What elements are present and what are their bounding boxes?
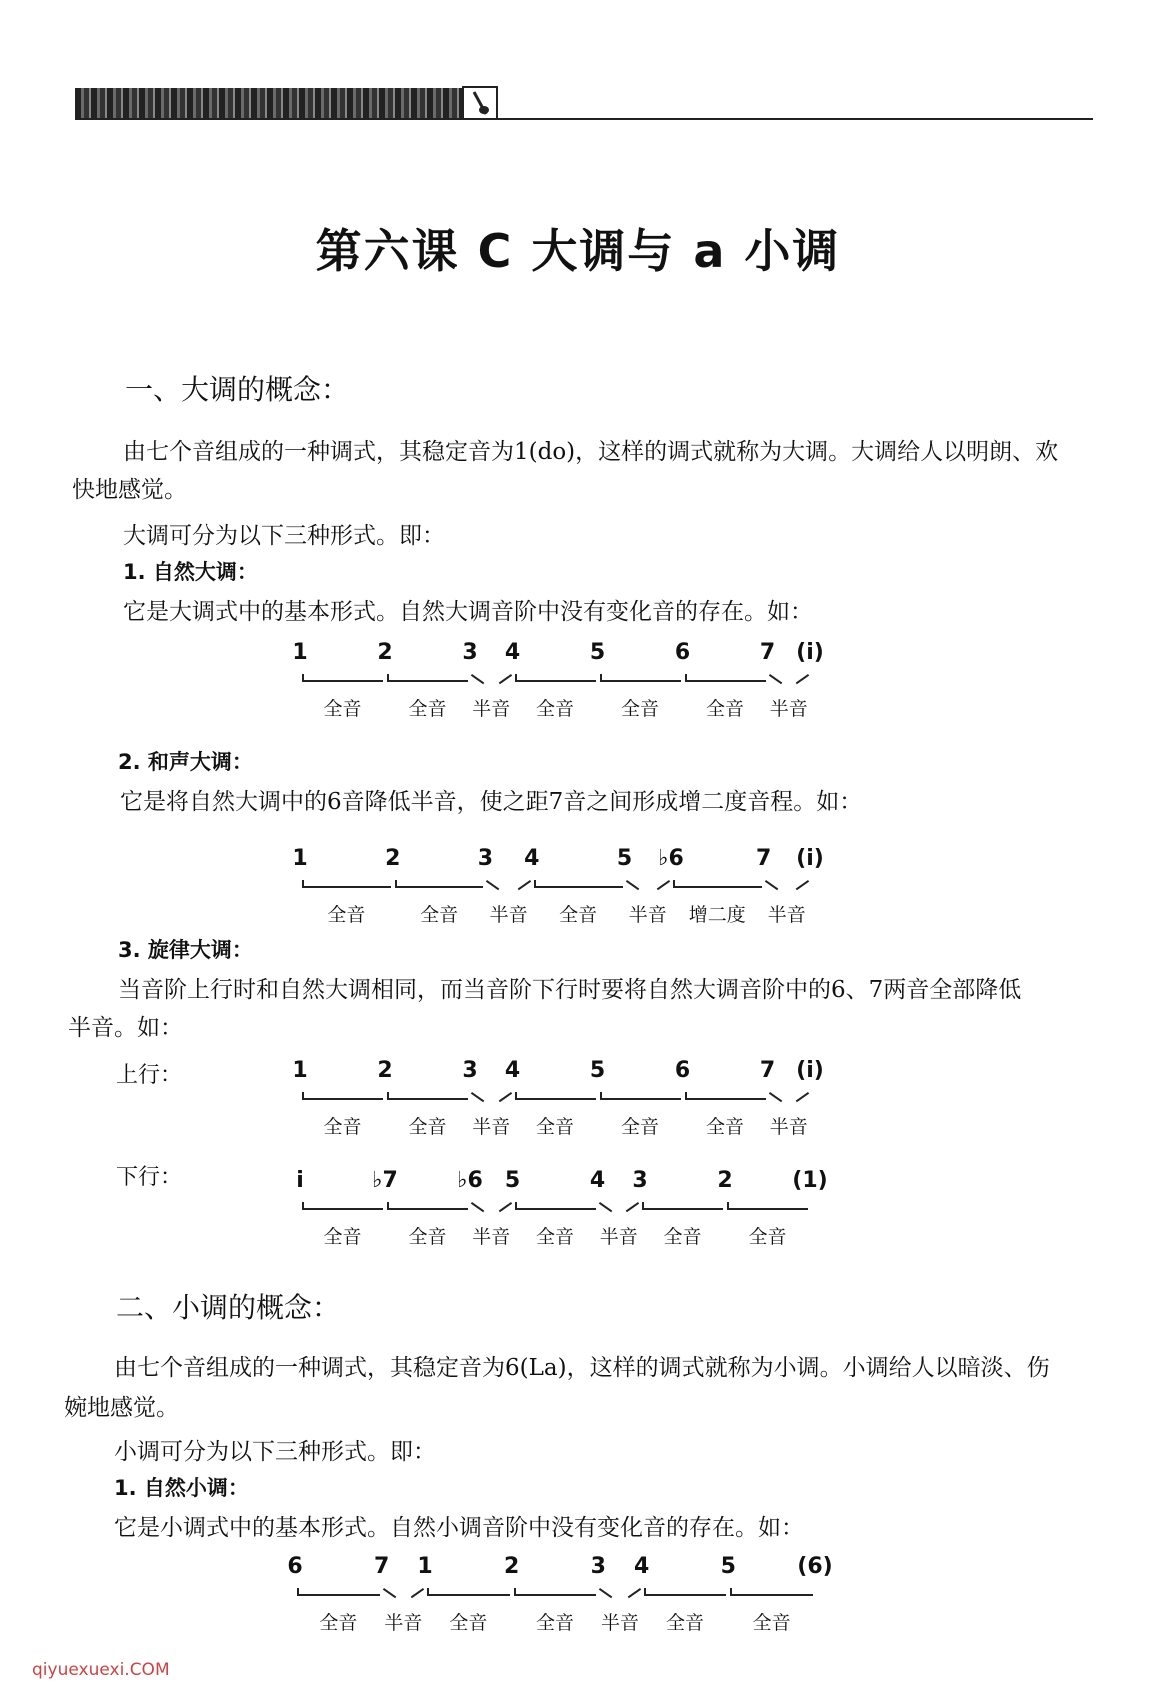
melodic-major-heading: 3. 旋律大调：	[118, 938, 253, 962]
scale-note: 4	[524, 846, 540, 871]
scale-note: (i)	[796, 640, 824, 665]
header-rule	[75, 118, 1093, 120]
section2-intro-line2: 婉地感觉。	[64, 1395, 179, 1421]
interval-label: 全音	[705, 698, 745, 720]
interval-label: 全音	[449, 1612, 488, 1634]
interval-label: 全音	[535, 1116, 575, 1138]
melodic-major-down-scale	[296, 1168, 828, 1248]
harmonic-major-desc: 它是将自然大调中的6音降低半音，使之距7音之间形成增二度音程。如：	[120, 789, 863, 815]
interval-label: 全音	[535, 1612, 575, 1634]
interval-label: 全音	[323, 1116, 362, 1138]
half-step-mark	[384, 1588, 423, 1600]
scale-note: 2	[504, 1554, 520, 1579]
natural-minor-scale	[287, 1554, 833, 1634]
whole-step-bracket	[727, 1202, 808, 1210]
interval-label: 半音	[384, 1612, 423, 1634]
header-decoration	[75, 88, 470, 118]
half-step-mark	[487, 880, 529, 892]
interval-label: 半音	[628, 904, 667, 926]
scale-note: 7	[755, 846, 772, 871]
scale-note: 6	[674, 640, 691, 665]
whole-step-bracket	[427, 1588, 510, 1596]
natural-minor-heading: 1. 自然小调：	[114, 1476, 249, 1500]
scale-note: 2	[385, 846, 401, 871]
whole-step-bracket	[297, 1588, 380, 1596]
melodic-major-desc-line1: 当音阶上行时和自然大调相同，而当音阶下行时要将自然大调音阶中的6、7两音全部降低	[118, 977, 1022, 1003]
scale-note: 3	[590, 1554, 606, 1579]
whole-step-bracket	[302, 880, 391, 888]
whole-step-bracket	[302, 674, 383, 682]
page-title: 第六课 C 大调与 a 小调	[315, 224, 841, 278]
half-step-mark	[472, 1092, 511, 1104]
scale-note: 5	[720, 1554, 736, 1579]
half-step-mark	[766, 880, 808, 892]
whole-step-bracket	[515, 1092, 596, 1100]
scale-note: (6)	[797, 1554, 833, 1579]
section1-heading: 一、大调的概念：	[125, 373, 350, 406]
violin-icon	[462, 86, 498, 120]
whole-step-bracket	[387, 1092, 468, 1100]
natural-major-scale	[292, 640, 824, 720]
half-step-mark	[770, 1092, 809, 1104]
interval-label: 全音	[408, 698, 447, 720]
whole-step-bracket	[514, 1588, 597, 1596]
scale-note: i	[296, 1168, 304, 1193]
harmonic-major-heading: 2. 和声大调：	[118, 750, 253, 774]
interval-label: 全音	[752, 1612, 791, 1634]
scale-note: ♭7	[372, 1168, 398, 1193]
interval-label: 全音	[420, 904, 459, 926]
interval-label: 半音	[767, 904, 806, 926]
whole-step-bracket	[515, 1202, 596, 1210]
scale-note: 1	[417, 1554, 433, 1579]
section2-intro-line1: 由七个音组成的一种调式，其稳定音为6(La)，这样的调式就称为小调。小调给人以暗淡、伤	[114, 1355, 1050, 1381]
interval-label: 全音	[535, 698, 575, 720]
section1-intro-line2: 快地感觉。	[72, 477, 187, 503]
interval-label: 半音	[769, 698, 808, 720]
melodic-major-up-scale	[292, 1058, 824, 1138]
scale-note: 5	[616, 846, 633, 871]
interval-label: 全音	[319, 1612, 358, 1634]
whole-step-bracket	[302, 1202, 383, 1210]
scale-note: 5	[589, 640, 606, 665]
whole-step-bracket	[395, 880, 484, 888]
interval-label: 半音	[472, 1226, 511, 1248]
natural-major-desc: 它是大调式中的基本形式。自然大调音阶中没有变化音的存在。如：	[123, 599, 813, 625]
interval-label: 全音	[663, 1226, 702, 1248]
interval-label: 半音	[489, 904, 528, 926]
scale-note: 2	[377, 1058, 393, 1083]
scale-note: ♭6	[457, 1168, 483, 1193]
interval-label: 全音	[748, 1226, 787, 1248]
descending-label: 下行：	[116, 1165, 183, 1190]
whole-step-bracket	[642, 1202, 723, 1210]
interval-label: 全音	[323, 698, 362, 720]
interval-label: 全音	[620, 1116, 660, 1138]
section1-forms: 大调可分为以下三种形式。即：	[123, 523, 445, 549]
half-step-mark	[472, 674, 511, 686]
interval-label: 半音	[472, 1116, 511, 1138]
melodic-major-desc-line2: 半音。如：	[68, 1015, 183, 1041]
interval-label: 全音	[408, 1226, 447, 1248]
scale-note: 5	[589, 1058, 606, 1083]
scale-note: 2	[717, 1168, 733, 1193]
whole-step-bracket	[730, 1588, 813, 1596]
interval-label: 半音	[472, 698, 511, 720]
ascending-label: 上行：	[116, 1063, 183, 1088]
scale-note: 4	[504, 640, 521, 665]
section1-intro-line1: 由七个音组成的一种调式，其稳定音为1(do)，这样的调式就称为大调。大调给人以明朗、欢	[123, 439, 1059, 465]
half-step-mark	[770, 674, 809, 686]
scale-note: 6	[674, 1058, 691, 1083]
scale-note: 6	[287, 1554, 303, 1579]
whole-step-bracket	[685, 674, 766, 682]
half-step-mark	[600, 1588, 639, 1600]
interval-label: 全音	[327, 904, 366, 926]
interval-label: 全音	[535, 1226, 575, 1248]
whole-step-bracket	[673, 880, 762, 888]
half-step-mark	[600, 1202, 639, 1214]
scale-note: 7	[759, 640, 776, 665]
interval-label: 全音	[408, 1116, 447, 1138]
natural-major-heading: 1. 自然大调：	[123, 560, 258, 584]
interval-label: 增二度	[688, 904, 746, 926]
natural-minor-desc: 它是小调式中的基本形式。自然小调音阶中没有变化音的存在。如：	[114, 1515, 804, 1541]
scale-note: ♭6	[658, 846, 684, 871]
whole-step-bracket	[515, 674, 596, 682]
scale-note: 5	[504, 1168, 521, 1193]
whole-step-bracket	[644, 1588, 727, 1596]
scale-note: 3	[462, 1058, 478, 1083]
whole-step-bracket	[685, 1092, 766, 1100]
scale-note: 4	[504, 1058, 521, 1083]
whole-step-bracket	[534, 880, 623, 888]
scale-note: 3	[462, 640, 478, 665]
half-step-mark	[627, 880, 669, 892]
harmonic-major-scale	[292, 846, 824, 926]
scale-note: 3	[477, 846, 494, 871]
interval-label: 全音	[620, 698, 660, 720]
section2-heading: 二、小调的概念：	[116, 1291, 341, 1324]
scale-note: 4	[634, 1554, 650, 1579]
scale-note: 3	[632, 1168, 648, 1193]
interval-label: 半音	[769, 1116, 808, 1138]
scale-note: 1	[292, 846, 308, 871]
scale-note: 4	[589, 1168, 606, 1193]
whole-step-bracket	[600, 1092, 681, 1100]
whole-step-bracket	[302, 1092, 383, 1100]
scale-note: 2	[377, 640, 393, 665]
scale-note: 7	[759, 1058, 776, 1083]
whole-step-bracket	[387, 1202, 468, 1210]
interval-label: 全音	[705, 1116, 745, 1138]
interval-label: 全音	[323, 1226, 362, 1248]
scale-note: (i)	[796, 1058, 824, 1083]
whole-step-bracket	[600, 674, 681, 682]
interval-label: 全音	[665, 1612, 705, 1634]
scale-note: 1	[292, 1058, 308, 1083]
interval-label: 全音	[559, 904, 598, 926]
scale-note: (i)	[796, 846, 824, 871]
interval-label: 半音	[599, 1226, 638, 1248]
watermark: qiyuexuexi.COM	[32, 1660, 170, 1680]
section2-forms: 小调可分为以下三种形式。即：	[114, 1439, 436, 1465]
scale-note: 1	[292, 640, 308, 665]
whole-step-bracket	[387, 674, 468, 682]
interval-label: 半音	[600, 1612, 640, 1634]
half-step-mark	[472, 1202, 511, 1214]
scale-note: 7	[374, 1554, 390, 1579]
scale-note: (1)	[792, 1168, 828, 1193]
